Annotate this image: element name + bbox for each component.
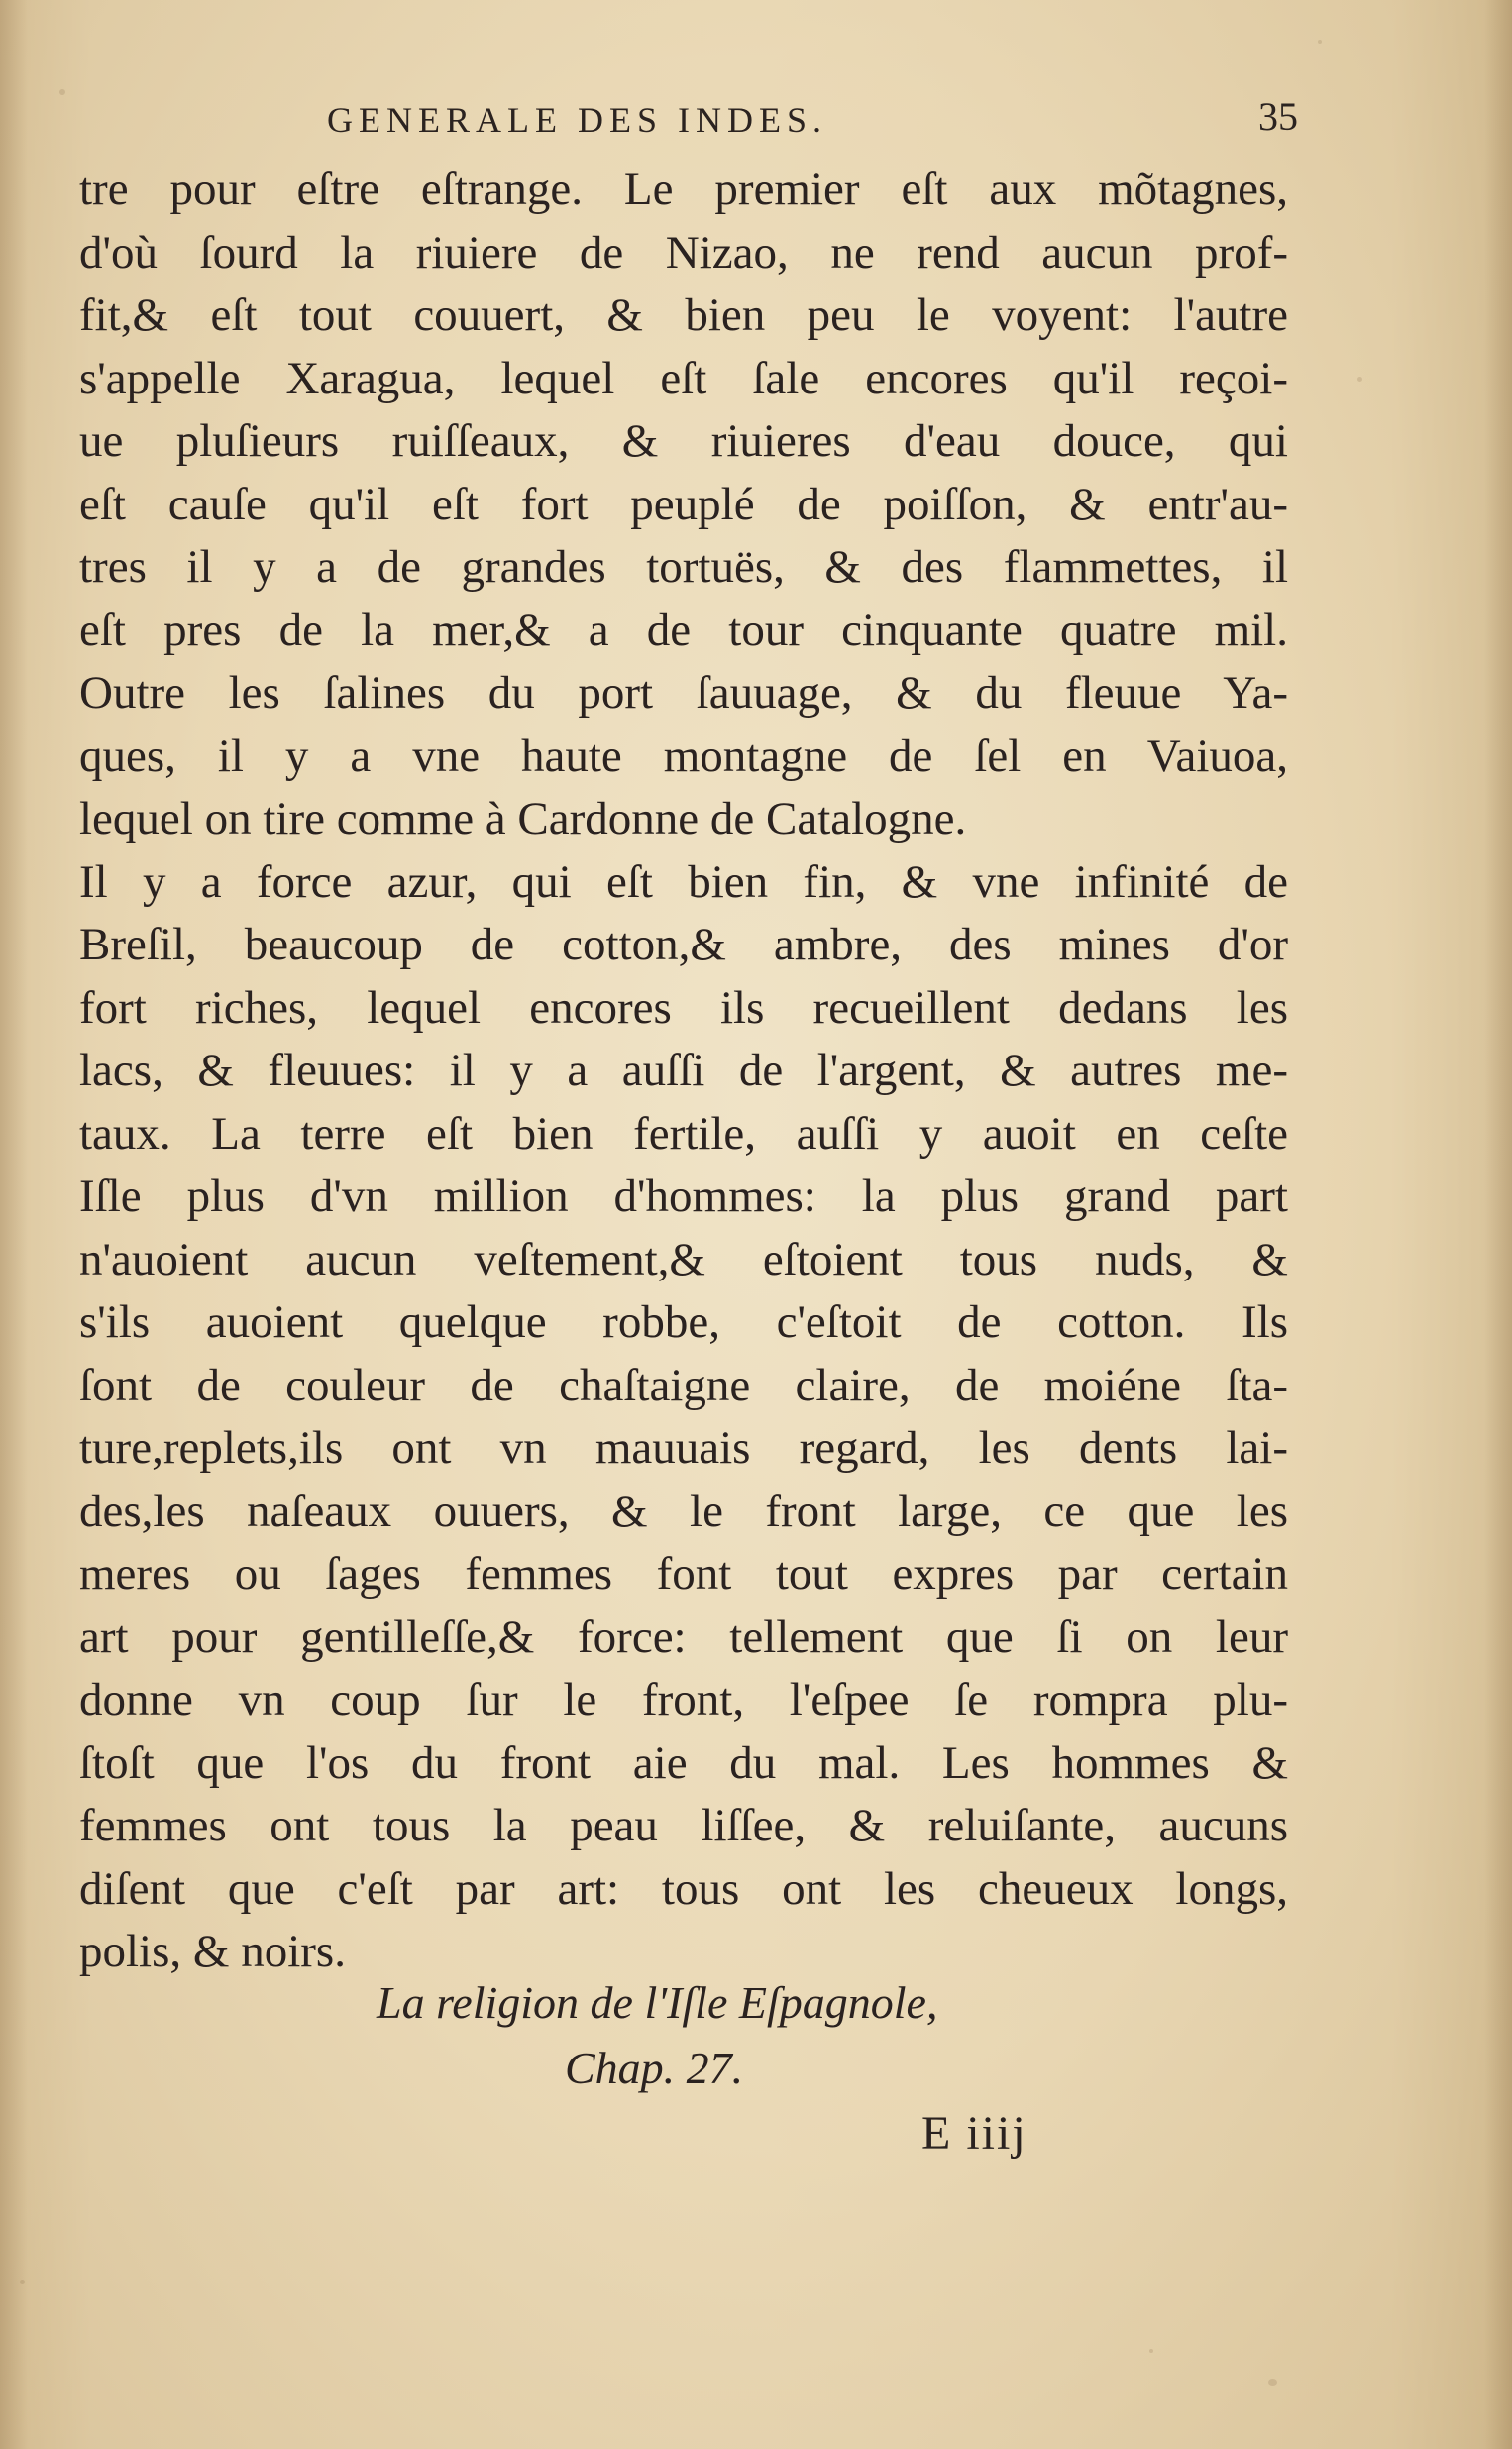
text-line: fit,& eſt tout couuert, & bien peu le voyent: l'autre: [79, 289, 1288, 341]
text-line: ſtoſt que l'os du front aie du mal. Les hommes &: [79, 1736, 1288, 1789]
text-line: Breſil, beaucoup de cotton,& ambre, des mines d'or: [79, 919, 1288, 970]
text-line: ques, il y a vne haute montagne de ſel en Vaiuoa,: [79, 729, 1288, 782]
text-line: diſent que c'eſt par art: tous ont les cheueux longs,: [79, 1862, 1288, 1915]
paper-speck: [1357, 377, 1362, 382]
running-title: GENERALE DES INDES.: [327, 100, 827, 140]
page-right-edge-shadow: [1484, 0, 1512, 2449]
text-line: s'appelle Xaragua, lequel eſt ſale encores qu'il reçoi-: [79, 352, 1288, 404]
text-line: Iſle plus d'vn million d'hommes: la plus grand part: [79, 1170, 1288, 1222]
text-line: tres il y a de grandes tortuës, & des flammettes, il: [79, 541, 1288, 593]
text-line: n'auoient aucun veſtement,& eſtoient tous nuds, &: [79, 1233, 1288, 1285]
page-left-edge-shadow: [0, 0, 28, 2449]
text-line: polis, & noirs.: [79, 1926, 346, 1977]
text-line: fort riches, lequel encores ils recueillent dedans les: [79, 981, 1288, 1034]
text-line: femmes ont tous la peau liſſee, & reluiſante, aucuns: [79, 1800, 1288, 1851]
text-line: tre pour eſtre eſtrange. Le premier eſt aux mõtagnes,: [79, 164, 1288, 215]
text-line: donne vn coup ſur le front, l'eſpee ſe rompra plu-: [79, 1674, 1288, 1725]
paper-speck: [1149, 2349, 1153, 2353]
text-line: ſont de couleur de chaſtaigne claire, de moiéne ſta-: [79, 1359, 1288, 1411]
text-line: meres ou ſages femmes font tout expres par certain: [79, 1548, 1288, 1600]
paper-speck: [1318, 40, 1322, 44]
running-header: [327, 94, 1298, 140]
text-line: Il y a force azur, qui eſt bien fin, & vne infinité de: [79, 855, 1288, 908]
text-line: ue pluſieurs ruiſſeaux, & riuieres d'eau douce, qui: [79, 415, 1288, 467]
text-line: eſt cauſe qu'il eſt fort peuplé de poiſſon, & entr'au-: [79, 478, 1288, 530]
text-line: s'ils auoient quelque robbe, c'eſtoit de cotton. Ils: [79, 1296, 1288, 1348]
page-number: 35: [1258, 94, 1298, 139]
text-line: Outre les ſalines du port ſauuage, & du fleuue Ya-: [79, 667, 1288, 719]
text-line: lequel on tire comme à Cardonne de Catalogne.: [79, 793, 967, 844]
text-line: ture,replets,ils ont vn mauuais regard, les dents lai-: [79, 1422, 1288, 1474]
paper-speck: [20, 2280, 25, 2284]
body-text: [79, 159, 1288, 1984]
signature-mark: E iiij: [921, 2107, 1027, 2160]
paper-speck: [59, 89, 65, 95]
chapter-title: La religion de l'Iſle Eſpagnole,: [377, 1977, 938, 2028]
chapter-heading: [377, 1970, 1011, 2101]
chapter-number: Chap. 27.: [565, 2043, 744, 2093]
text-line: d'où ſourd la riuiere de Nizao, ne rend aucun prof-: [79, 226, 1288, 278]
text-line: lacs, & fleuues: il y a auſſi de l'argent, & autres me-: [79, 1045, 1288, 1096]
text-line: art pour gentilleſſe,& force: tellement que ſi on leur: [79, 1611, 1288, 1663]
text-line: eſt pres de la mer,& a de tour cinquante quatre mil.: [79, 604, 1288, 656]
text-line: des,les naſeaux ouuers, & le front large, ce que les: [79, 1485, 1288, 1537]
paper-speck: [1268, 2379, 1277, 2386]
text-line: taux. La terre eſt bien fertile, auſſi y auoit en ceſte: [79, 1107, 1288, 1160]
